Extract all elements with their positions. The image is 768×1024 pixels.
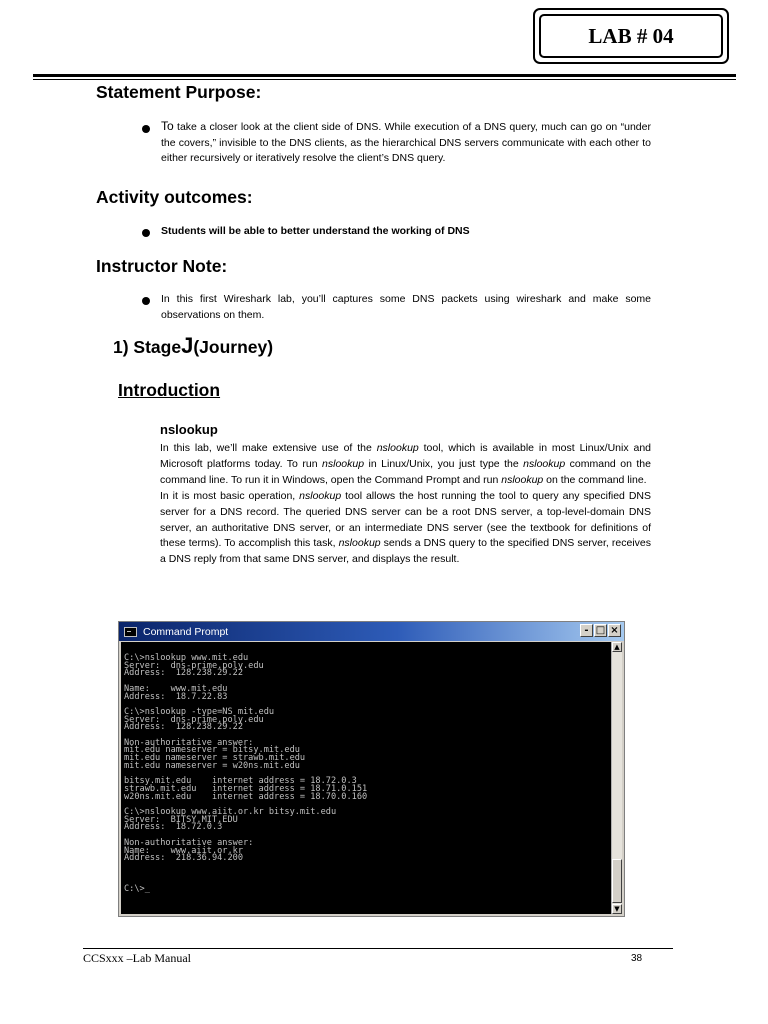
introduction-heading: Introduction bbox=[118, 380, 221, 400]
activity-outcomes-heading: Activity outcomes: bbox=[96, 187, 253, 207]
bullet-icon bbox=[142, 297, 150, 305]
lab-number-box bbox=[533, 8, 729, 64]
minimize-button[interactable]: - bbox=[580, 624, 593, 637]
scroll-up-arrow-icon[interactable]: ▲ bbox=[612, 642, 622, 652]
console-output-area[interactable] bbox=[121, 642, 611, 914]
scroll-down-arrow-icon[interactable]: ▼ bbox=[612, 904, 622, 914]
nslookup-subheading: nslookup bbox=[160, 422, 218, 437]
footer-manual-title: CCSxxx –Lab Manual bbox=[83, 951, 191, 965]
stage-suffix: (Journey) bbox=[193, 337, 274, 357]
header-rule-thick bbox=[33, 74, 736, 77]
instructor-note-heading: Instructor Note: bbox=[96, 256, 228, 276]
window-title: Command Prompt bbox=[143, 625, 229, 638]
statement-purpose-lead: To bbox=[161, 119, 174, 133]
bullet-icon bbox=[142, 229, 150, 237]
console-icon bbox=[124, 627, 137, 637]
window-controls bbox=[580, 624, 621, 637]
statement-purpose-body: take a closer look at the client side of DNS. While execution of a DNS query, much can go on “under the covers,” invisible to the DNS clients, as the hierarchical DNS servers communicate with each other to either recursively or iteratively resolve the client’s DNS query. bbox=[161, 121, 651, 164]
intro-paragraph-1: In this lab, we’ll make extensive use of the nslookup tool, which is available in most Linux/Unix and Microsoft platforms today. To run nslookup in Linux/Unix, you just type the nslookup command on the command line. To run it in Windows, open the Command Prompt and run nslookup on the command line. bbox=[160, 442, 651, 486]
command-prompt-titlebar[interactable] bbox=[119, 622, 624, 641]
instructor-note-text: In this first Wireshark lab, you’ll captures some DNS packets using wireshark and make some observations on them. bbox=[161, 293, 651, 321]
page-number: 38 bbox=[631, 953, 643, 964]
footer-rule bbox=[83, 948, 673, 949]
bullet-icon bbox=[142, 125, 150, 133]
intro-paragraph-2: In it is most basic operation, nslookup tool allows the host running the tool to query any specified DNS server for a DNS record. The queried DNS server can be a root DNS server, a top-level-domain DNS server, an authoritative DNS server, or an intermediate DNS server (see the textbook for definitions of these terms). To accomplish this task, nslookup sends a DNS query to the specified DNS server, receives a DNS reply from that same DNS server, and displays the result. bbox=[160, 489, 651, 566]
close-button[interactable]: × bbox=[608, 624, 621, 637]
stage-heading bbox=[113, 333, 273, 359]
header-rule-thin bbox=[33, 79, 736, 80]
vertical-scrollbar[interactable] bbox=[611, 642, 622, 914]
stage-glyph: J bbox=[181, 333, 194, 358]
command-prompt-window[interactable] bbox=[118, 621, 625, 917]
maximize-button[interactable]: □ bbox=[595, 625, 606, 636]
scrollbar-thumb[interactable] bbox=[612, 859, 622, 903]
introduction-body bbox=[160, 441, 651, 568]
lab-number-title: LAB # 04 bbox=[539, 14, 723, 58]
statement-purpose-text bbox=[161, 119, 651, 167]
stage-prefix: 1) Stage bbox=[113, 337, 182, 357]
activity-outcomes-text: Students will be able to better understand the working of DNS bbox=[161, 225, 470, 237]
statement-purpose-heading: Statement Purpose: bbox=[96, 82, 262, 102]
console-output: C:\>nslookup www.mit.edu Server: dns-prime.poly.edu Address: 128.238.29.22 Name: www.mit.edu Address: 18.7.22.83 C:\>nslookup -type=NS mit.edu Server: dns-prime.poly.edu Address: 128.238.29.22 Non-authoritative answer: mit.edu nameserver = bitsy.mit.edu mit.edu nameserver = strawb.mit.edu mit.edu nameserver = w20ns.mit.edu bitsy.mit.edu internet address = 18.72.0.3 strawb.mit.edu internet address = 18.71.0.151 w20ns.mit.edu internet address = 18.70.0.160 C:\>nslookup www.aiit.or.kr bitsy.mit.edu Server: BITSY.MIT.EDU Address: 18.72.0.3 Non-authoritative answer: Name: www.aiit.or.kr Address: 218.36.94.200 C:\>_ bbox=[124, 653, 368, 895]
